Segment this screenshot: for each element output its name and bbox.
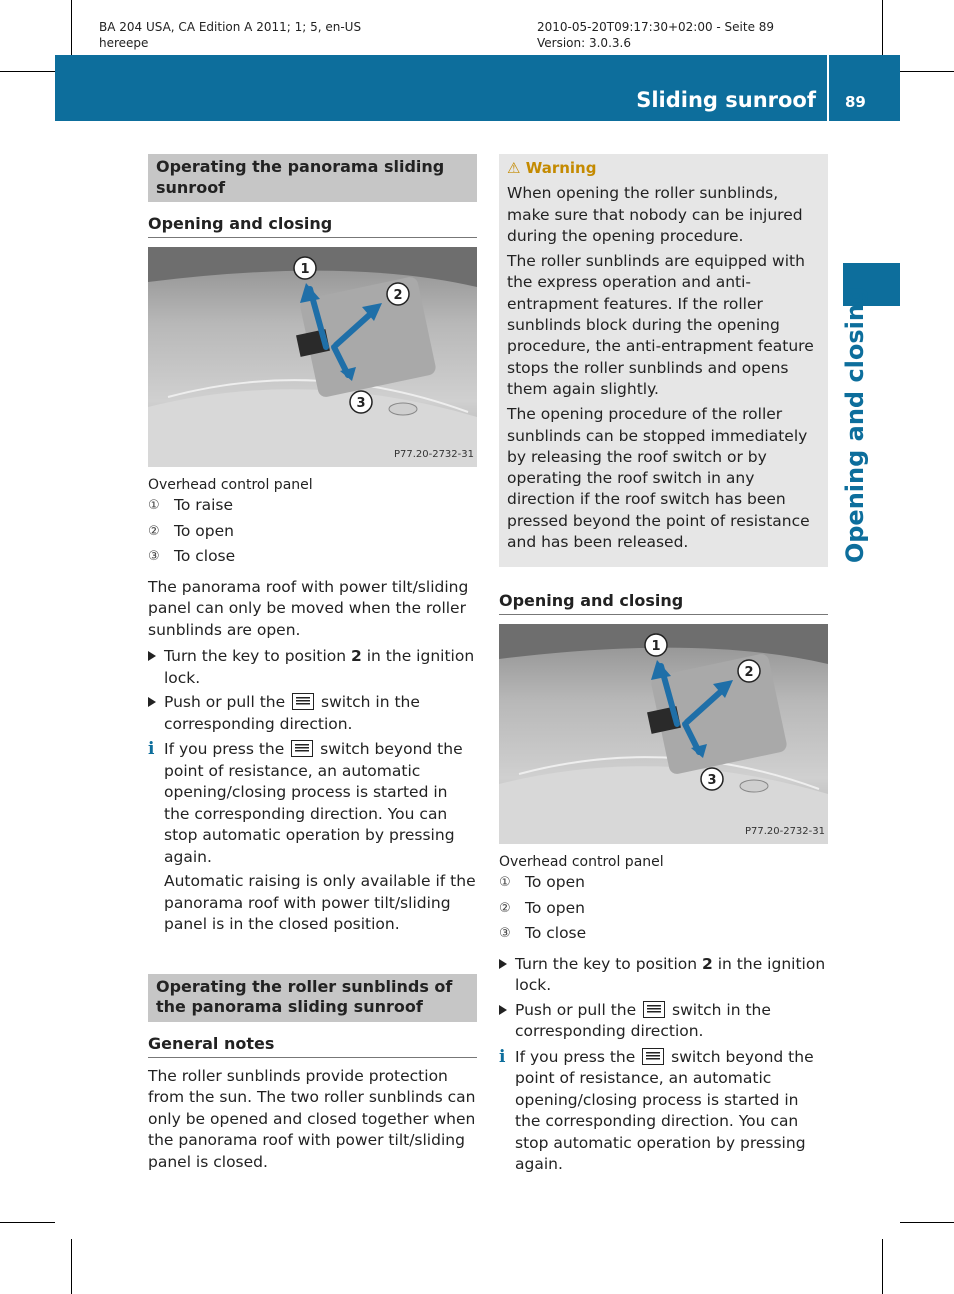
crop-mark	[71, 0, 72, 55]
info-note: i If you press the switch beyond the point of resistance, an automatic opening/closing process is started in the corresponding direction. You can stop automatic operation by pressing again.	[148, 739, 463, 866]
callout-number: ③	[499, 926, 511, 942]
chapter-title: Opening and closing	[841, 286, 869, 564]
meta-edition: BA 204 USA, CA Edition A 2011; 1; 5, en-US	[99, 20, 362, 34]
section-heading: Operating the roller sunblinds of the panorama sliding sunroof	[148, 974, 477, 1022]
info-note: i If you press the switch beyond the point of resistance, an automatic opening/closing process is started in the corresponding direction. You can stop automatic operation by pressing again.	[499, 1046, 814, 1174]
info-icon: i	[148, 739, 155, 759]
list-item	[499, 923, 828, 945]
figure-caption: Overhead control panel	[148, 477, 313, 493]
callout-text: To close	[174, 547, 236, 565]
left-column	[148, 154, 477, 1173]
body-paragraph: The panorama roof with power tilt/sliding panel can only be moved when the roller sunblinds are open.	[148, 577, 469, 639]
fig-label-3: 3	[356, 396, 366, 411]
body-paragraph: The roller sunblinds provide protection from the sun. The two roller sunblinds can only be opened and closed together when the panorama roof with power tilt/sliding panel is closed.	[148, 1066, 476, 1171]
meta-date: 2010-05-20T09:17:30+02:00 - Seite 89	[537, 20, 775, 34]
callout-text: To open	[525, 898, 585, 917]
subheading: General notes	[148, 1034, 477, 1058]
crop-mark	[0, 71, 55, 72]
fig-label-3: 3	[707, 773, 717, 789]
panel-illustration	[148, 247, 477, 467]
section-title: Sliding sunroof	[636, 88, 816, 112]
callout-list	[148, 495, 477, 568]
crop-mark	[882, 0, 883, 55]
callout-text: To open	[525, 873, 585, 892]
page-number: 89	[845, 93, 866, 111]
fig-label-1: 1	[651, 639, 661, 655]
warning-triangle-icon: ⚠	[507, 159, 521, 177]
list-item	[148, 521, 477, 543]
crop-mark	[0, 1222, 55, 1223]
step-arrow-icon	[499, 1005, 507, 1015]
fig-label-2: 2	[744, 665, 754, 681]
roof-switch-icon	[291, 740, 313, 757]
callout-number: ②	[148, 523, 160, 539]
warning-box	[499, 154, 828, 567]
overhead-panel-figure	[148, 247, 477, 467]
warning-header	[507, 158, 820, 179]
figure-code: P77.20-2732-31	[393, 448, 474, 460]
roof-switch-icon	[292, 693, 314, 710]
warning-title: Warning	[525, 159, 597, 177]
callout-number: ①	[499, 875, 511, 891]
subheading: Opening and closing	[148, 214, 477, 238]
callout-number: ②	[499, 900, 511, 916]
crop-mark	[900, 71, 954, 72]
roof-switch-icon	[642, 1048, 664, 1065]
list-item	[148, 495, 477, 517]
roof-switch-icon	[643, 1001, 665, 1018]
warning-paragraph: When opening the roller sunblinds, make sure that nobody can be injured during the opening procedure.	[507, 184, 803, 245]
instruction-step: Turn the key to position 2 in the ignition lock.	[148, 646, 477, 689]
callout-list	[499, 872, 828, 945]
list-item	[499, 872, 828, 894]
instruction-step: Turn the key to position 2 in the ignition lock.	[499, 954, 828, 997]
step-arrow-icon	[148, 697, 156, 707]
callout-number: ③	[148, 549, 160, 564]
list-item	[148, 546, 477, 568]
panel-illustration	[499, 624, 828, 844]
print-meta-right	[537, 19, 774, 51]
figure-caption: Overhead control panel	[499, 854, 664, 871]
header-banner	[55, 55, 900, 121]
section-heading: Operating the panorama sliding sunroof	[148, 154, 477, 202]
fig-label-2: 2	[393, 288, 403, 303]
figure-code: P77.20-2732-31	[744, 825, 825, 837]
print-meta-left	[99, 19, 361, 51]
instruction-step: Push or pull the switch in the corresponding direction.	[148, 692, 477, 735]
fig-label-1: 1	[300, 262, 310, 277]
callout-number: ①	[148, 498, 160, 513]
subheading: Opening and closing	[499, 591, 828, 615]
warning-paragraph: The roller sunblinds are equipped with the express operation and anti-entrapment features. If the roller sunblinds block during the opening procedure, the anti-entrapment feature stops the roller sunblinds and opens them again slightly.	[507, 252, 814, 398]
step-arrow-icon	[499, 959, 507, 969]
meta-version: Version: 3.0.3.6	[537, 36, 631, 50]
callout-text: To raise	[174, 496, 234, 514]
instruction-step: Push or pull the switch in the corresponding direction.	[499, 1000, 828, 1043]
step-arrow-icon	[148, 651, 156, 661]
banner-divider	[827, 55, 829, 121]
meta-user: hereepe	[99, 36, 149, 50]
info-note-paragraph: Automatic raising is only available if the panorama roof with power tilt/sliding panel is in the closed position.	[164, 872, 476, 933]
overhead-panel-figure	[499, 624, 828, 844]
list-item	[499, 898, 828, 920]
right-column	[499, 154, 828, 1176]
callout-text: To close	[525, 924, 587, 943]
warning-paragraph: The opening procedure of the roller sunblinds can be stopped immediately by releasing the roof switch or by operating the roof switch in any direction if the roof switch has been pressed beyond the point of resistance and has been released.	[507, 405, 810, 552]
info-icon: i	[499, 1046, 506, 1067]
crop-mark	[900, 1222, 954, 1223]
crop-mark	[71, 1239, 72, 1294]
crop-mark	[882, 1239, 883, 1294]
callout-text: To open	[174, 521, 234, 540]
